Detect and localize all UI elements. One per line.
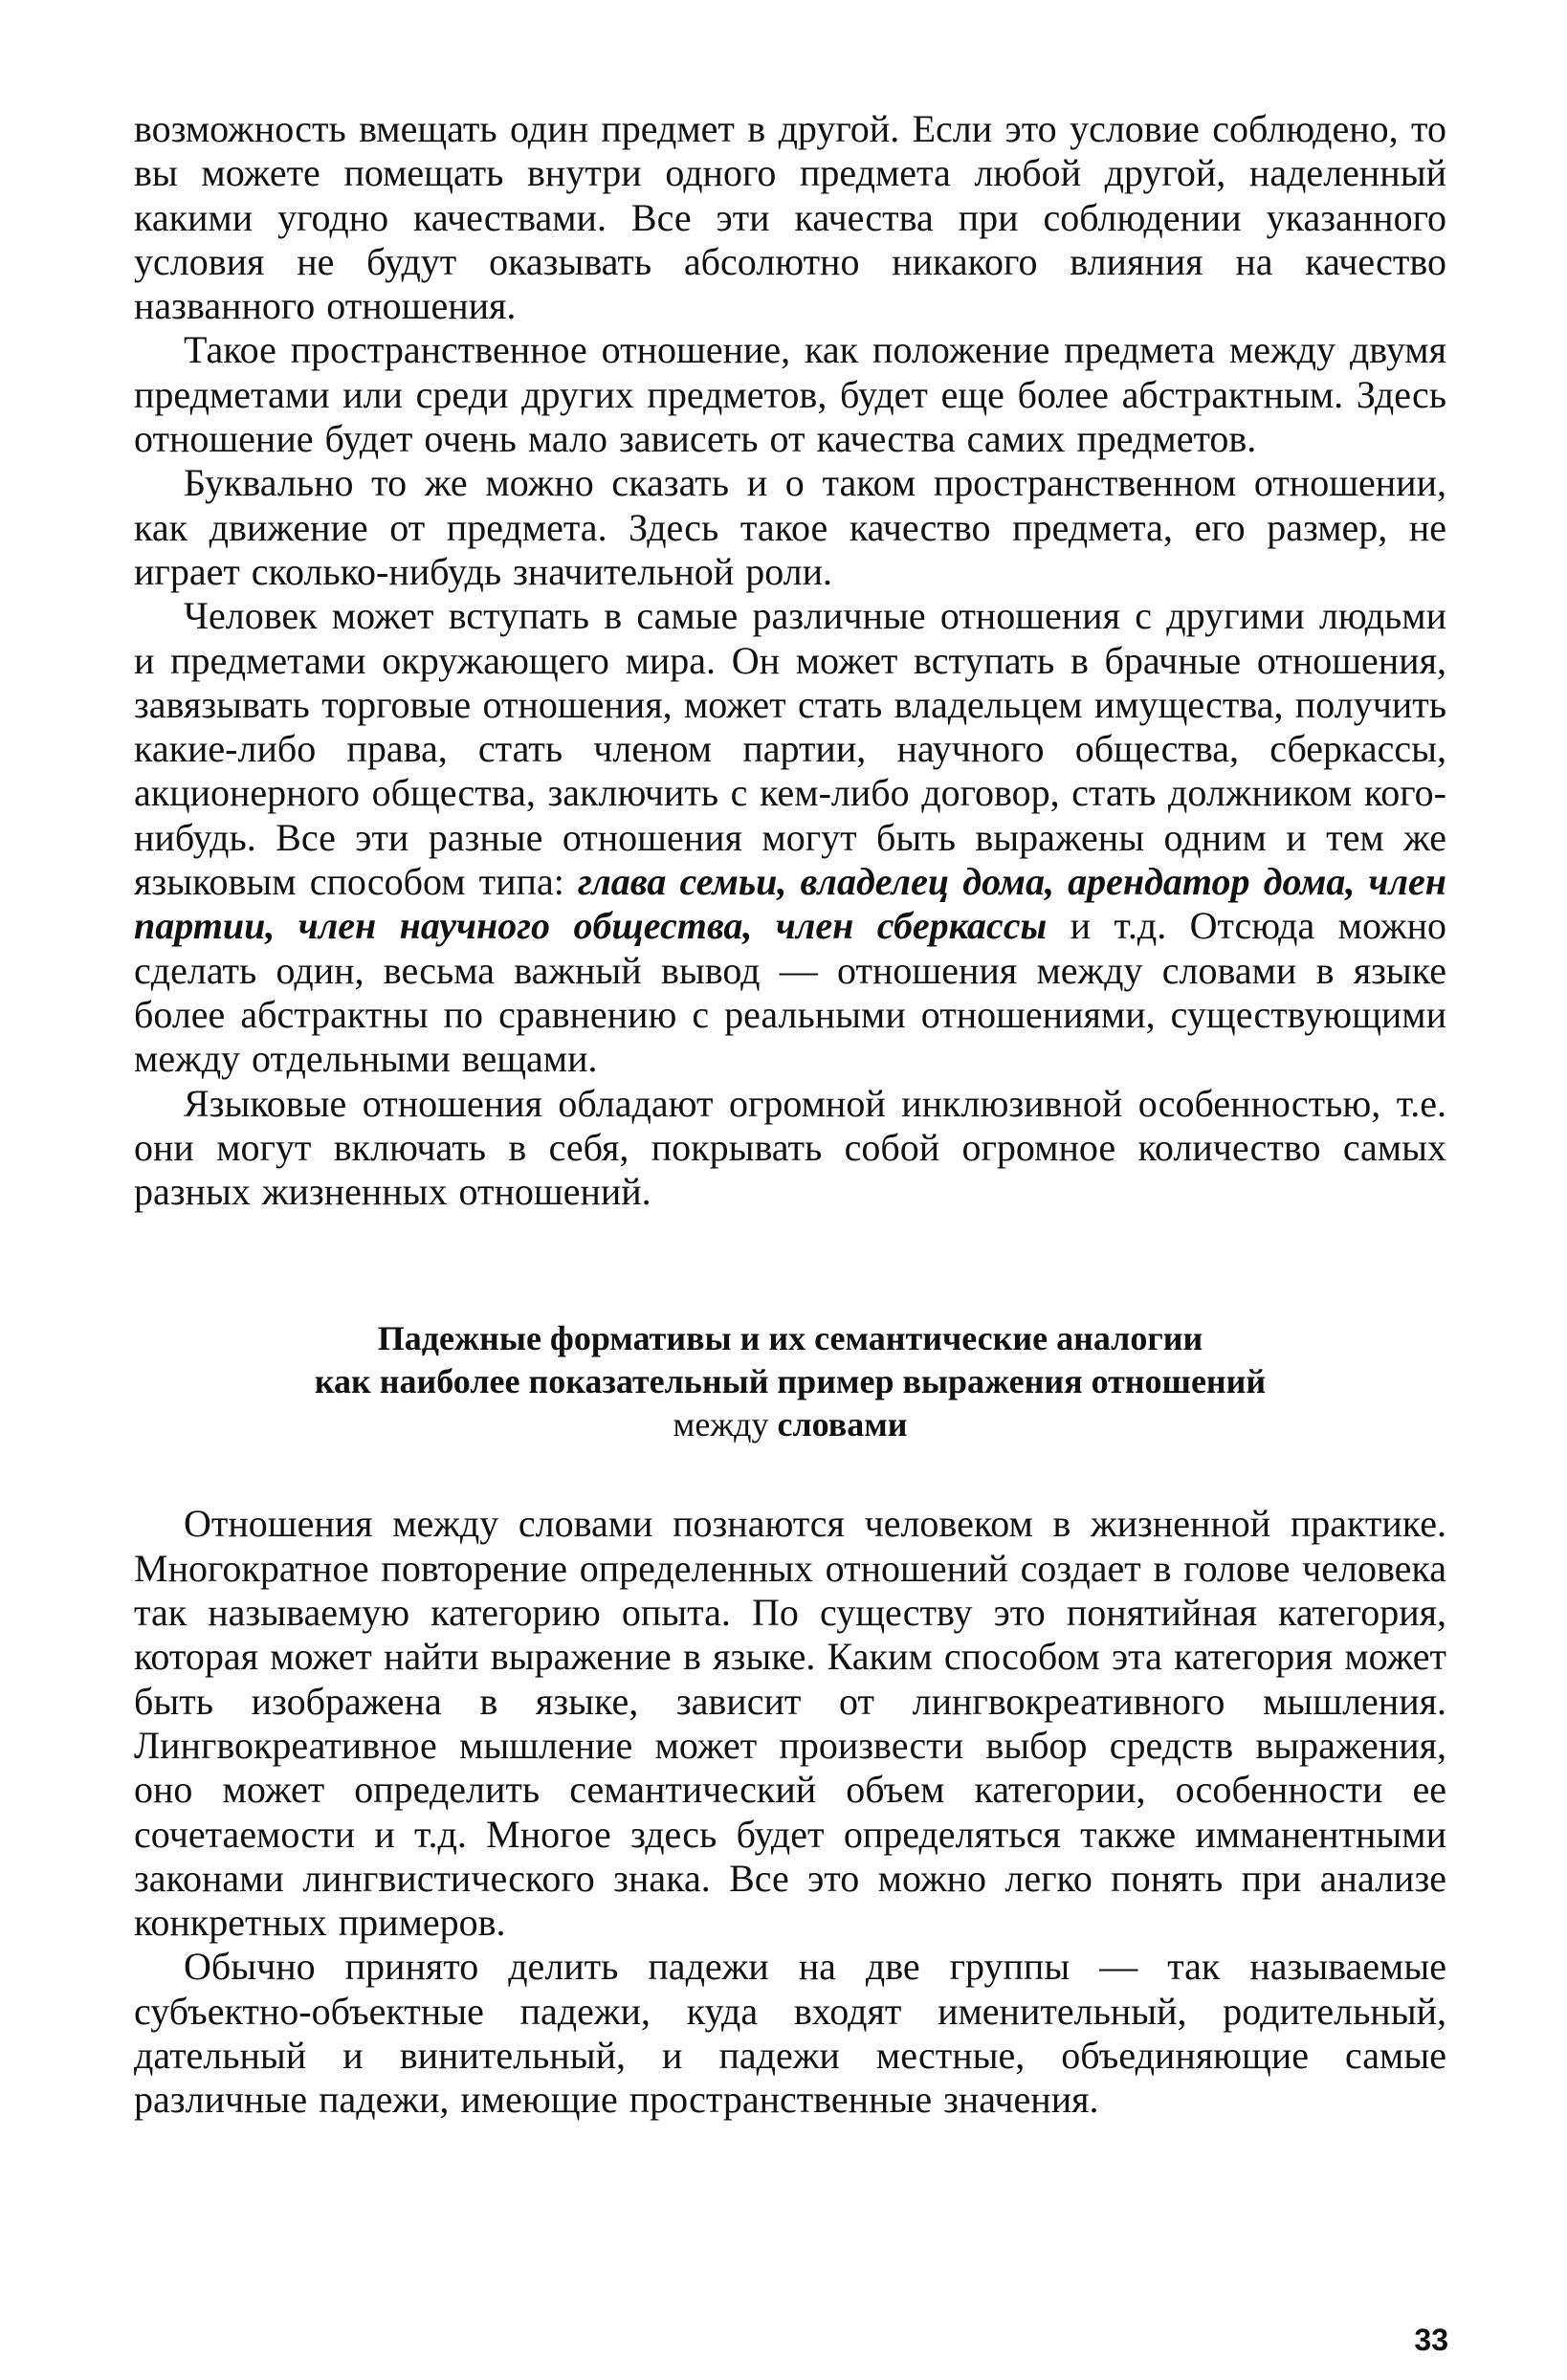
section-heading-word-regular: между — [673, 1405, 769, 1444]
section-heading-line-3 — [134, 1403, 1446, 1446]
page-body — [134, 107, 1446, 2123]
section-heading-word-bold: словами — [777, 1405, 908, 1444]
paragraph-3: Буквально то же можно сказать и о таком пространственном отношении, как движение от предмета. Здесь такое качество предмета, его размер, не играет сколько-нибудь значительной роли. — [134, 461, 1446, 593]
paragraph-4 — [134, 594, 1446, 1081]
section-spacer — [134, 1446, 1446, 1502]
paragraph-7: Обычно принято делить падежи на две группы — так называемые субъектно-объектные падежи, куда входят именительный, родительный, дательный и винительный, и падежи местные, объединяющие самые различные падежи, имеющие пространственные значения. — [134, 1945, 1446, 2122]
paragraph-4-text-before: Человек может вступать в самые различные отношения с другими людьми и предметами окружающего мира. Он может вступать в брачные отношения, завязывать торговые отношения, может стать владельцем имущества, получить какие-либо права, стать членом партии, научного общества, сберкассы, акционерного общества, заключить с кем-либо договор, стать должником кого-нибудь. Все эти разные отношения могут быть выражены одним и тем же языковым способом типа: — [134, 594, 1446, 904]
page-number: 33 — [1414, 2323, 1448, 2357]
paragraph-2: Такое пространственное отношение, как положение предмета между двумя предметами или среди других предметов, будет еще более абстрактным. Здесь отношение будет очень мало зависеть от качества самих предметов. — [134, 328, 1446, 461]
section-heading-line-1: Падежные формативы и их семантические аналогии — [377, 1319, 1203, 1358]
paragraph-4-examples: глава семьи, владелец дома, арендатор дома, член партии, член научного общества, член сберкассы — [134, 860, 1447, 948]
paragraph-6: Отношения между словами познаются человеком в жизненной практике. Многократное повторение определенных отношений создает в голове человека так называемую категорию опыта. По существу это понятийная категория, которая может найти выражение в языке. Каким способом эта категория может быть изображена в языке, зависит от лингвокреативного мышления. Лингвокреативное мышление может произвести выбор средств выражения, оно может определить семантический объем категории, особенности ее сочетаемости и т.д. Многое здесь будет определяться также имманентными законами лингвистического знака. Все это можно легко понять при анализе конкретных примеров. — [134, 1502, 1446, 1945]
paragraph-4-text-after: и т.д. Отсюда можно сделать один, весьма важный вывод — отношения между словами в языке более абстрактны по сравнению с реальными отношениями, существующими между отдельными вещами. — [134, 904, 1446, 1081]
section-heading — [134, 1317, 1446, 1446]
paragraph-1: возможность вмещать один предмет в другой. Если это условие соблюдено, то вы можете помещать внутри одного предмета любой другой, наделенный какими угодно качествами. Все эти качества при соблюдении указанного условия не будут оказывать абсолютно никакого влияния на качество названного отношения. — [134, 107, 1446, 328]
paragraph-5: Языковые отношения обладают огромной инклюзивной особенностью, т.е. они могут включать в себя, покрывать собой огромное количество самых разных жизненных отношений. — [134, 1081, 1446, 1214]
section-heading-line-2: как наиболее показательный пример выражения отношений — [314, 1362, 1267, 1401]
